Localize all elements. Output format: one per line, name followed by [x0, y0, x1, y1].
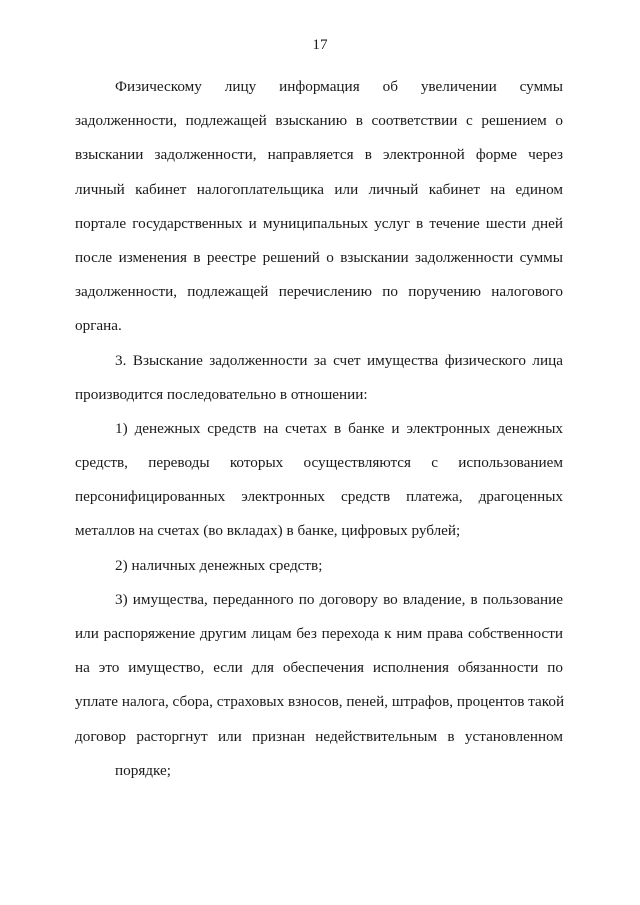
text-line: или распоряжение другим лицам без перехода к ним права собственности — [75, 625, 563, 642]
paragraph-section-3 — [75, 344, 563, 412]
text-line: уплате налога, сбора, страховых взносов, пеней, штрафов, процентов такой — [75, 693, 565, 711]
text-line: задолженности, подлежащей перечислению по поручению налогового — [75, 283, 563, 301]
text-line: органа. — [75, 317, 122, 335]
text-line: задолженности, подлежащей взысканию в соответствии с решением о — [75, 112, 563, 130]
text-line: металлов на счетах (во вкладах) в банке, цифровых рублей; — [75, 522, 461, 540]
text-line: личный кабинет налогоплательщика или личный кабинет на едином — [75, 180, 563, 198]
text-line: договор расторгнут или признан недействительным в установленном — [75, 727, 563, 745]
text-line: портале государственных и муниципальных услуг в течение шести дней — [75, 214, 563, 232]
text-line: 1) денежных средств на счетах в банке и электронных денежных — [115, 419, 563, 437]
text-line: Физическому лицу информация об увеличении суммы — [115, 78, 563, 95]
paragraph-debt-increase-notice — [75, 70, 563, 344]
text-line: после изменения в реестре решений о взыскании задолженности суммы — [75, 248, 563, 266]
text-line: 3) имущества, переданного по договору во владение, в пользование — [115, 590, 563, 608]
list-item-1 — [75, 412, 563, 549]
text-line: на это имущество, если для обеспечения исполнения обязанности по — [75, 659, 563, 677]
page-number: 17 — [312, 36, 328, 53]
text-line: средств, переводы которых осуществляются с использованием — [75, 454, 563, 472]
text-line: порядке; — [115, 761, 171, 779]
list-item-2 — [75, 549, 563, 583]
list-item-3 — [75, 583, 563, 788]
text-line: персонифицированных электронных средств платежа, драгоценных — [75, 488, 563, 506]
text-line: 3. Взыскание задолженности за счет имущества физического лица — [115, 351, 563, 369]
text-line: производится последовательно в отношении: — [75, 385, 368, 403]
text-line: взыскании задолженности, направляется в электронной форме через — [75, 146, 563, 164]
text-line: 2) наличных денежных средств; — [115, 556, 323, 574]
document-body — [75, 70, 563, 788]
